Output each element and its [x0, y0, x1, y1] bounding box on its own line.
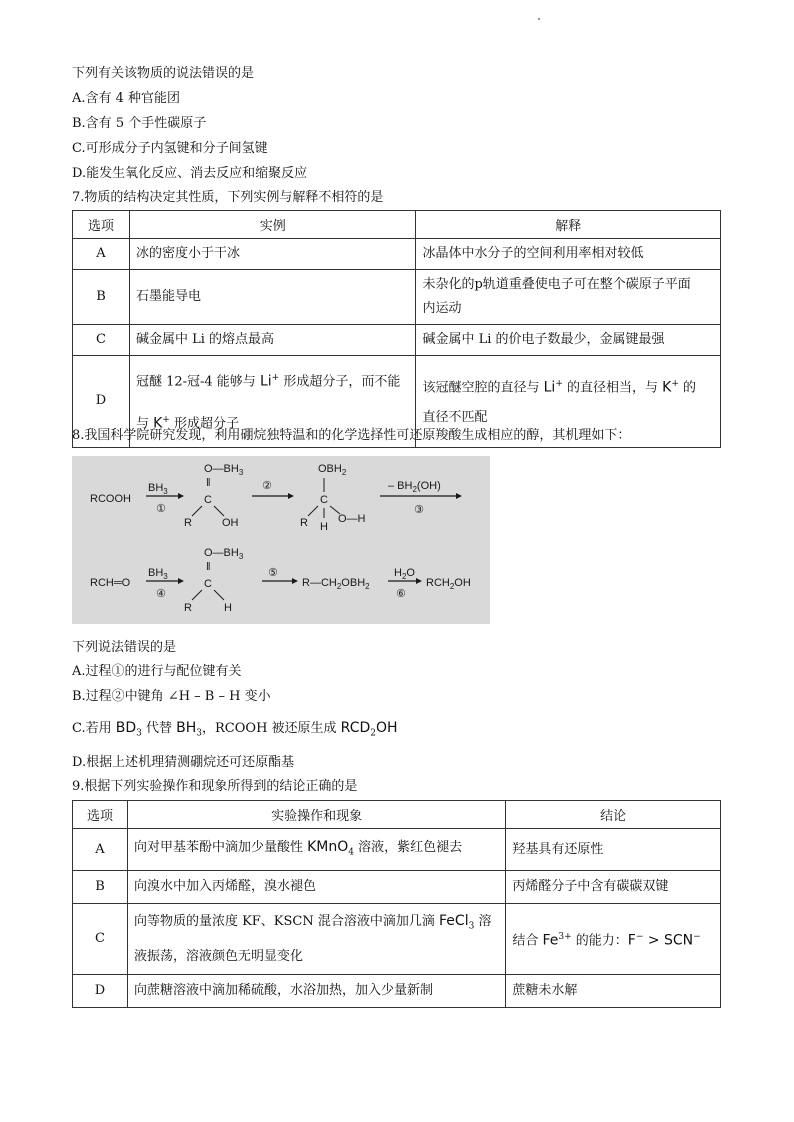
q6-option-d: D.能发生氧化反应、消去反应和缩聚反应	[72, 166, 308, 181]
mech-arrowhead-1	[178, 493, 184, 499]
row-operation: 向等物质的量浓度 KF、KSCN 混合溶液中滴加几滴 FeCl$_3$ 溶 液振荡，溶液颜色无明显变化	[127, 904, 505, 975]
mech-rcho: RCH═O	[90, 577, 131, 589]
mech-bond	[214, 590, 224, 600]
row-example: 冰的密度小于干冰	[129, 239, 416, 270]
mech-carbon: C	[204, 578, 212, 590]
row-example: 碱金属中 Li 的熔点最高	[129, 325, 416, 356]
q7-stem: 7.物质的结构决定其性质，下列实例与解释不相符的是	[72, 190, 384, 205]
q6-option-c: C.可形成分子内氢键和分子间氢键	[72, 141, 268, 156]
mech-carbon: C	[204, 494, 212, 506]
mech-rcooh: RCOOH	[90, 493, 131, 505]
mech-bh3-label: $BH_3$	[148, 482, 168, 496]
header-operation: 实验操作和现象	[127, 801, 505, 829]
mechanism-diagram	[72, 456, 490, 624]
q8-option-b: B.过程②中键角 ∠H – B – H 变小	[72, 689, 271, 704]
mech-oh: OH	[222, 517, 239, 529]
mech-rch2oh: $RCH_2OH$	[426, 577, 471, 591]
mech-step-4: ④	[156, 588, 166, 600]
row-conclusion: 羟基具有还原性	[506, 829, 721, 871]
mech-arrowhead-3	[456, 493, 462, 499]
mech-r: R	[184, 602, 192, 614]
mech-arrowhead-5	[292, 578, 298, 584]
mech-h: H	[320, 521, 328, 533]
mech-arrowhead-4	[178, 578, 184, 584]
q6-stem: 下列有关该物质的说法错误的是	[72, 66, 255, 81]
table-row	[73, 829, 721, 871]
mechanism-svg	[72, 456, 490, 624]
row-explanation: 该冠醚空腔的直径与 Li+ 的直径相当，与 K+ 的 直径不匹配	[416, 356, 721, 448]
row-option: C	[73, 904, 128, 975]
row-conclusion: 结合 $Fe^{3+}$ 的能力：F− > SCN−	[506, 904, 721, 975]
row-explanation: 碱金属中 Li 的价电子数最少，金属键最强	[416, 325, 721, 356]
mech-bond	[192, 506, 202, 516]
mech-minus-bh2oh: – $BH_2(OH)$	[388, 480, 441, 494]
mech-arrowhead-6	[416, 578, 422, 584]
q9-stem: 9.根据下列实验操作和现象所得到的结论正确的是	[72, 779, 358, 794]
q8-option-c: C.若用 $BD_3$ 代替 $BH_3$，RCOOH 被还原生成 $RCD_2OH$	[72, 720, 398, 739]
row-explanation: 未杂化的p轨道重叠使电子可在整个碳原子平面 内运动	[416, 270, 721, 325]
row-operation: 向对甲基苯酚中滴加少量酸性 KMnO$_4$ 溶液，紫红色褪去	[127, 829, 505, 871]
row-option: B	[73, 270, 130, 325]
mech-step-2: ②	[262, 480, 272, 492]
mech-h2o: $H_2O$	[394, 567, 415, 581]
mech-double-bond: ‖	[206, 477, 211, 489]
row-option: D	[73, 356, 130, 448]
table-row	[73, 239, 721, 270]
table-header-row	[73, 801, 721, 829]
mech-step-3: ③	[414, 504, 424, 516]
header-conclusion: 结论	[506, 801, 721, 829]
row-explanation: 冰晶体中水分子的空间利用率相对较低	[416, 239, 721, 270]
header-explanation: 解释	[416, 211, 721, 239]
mech-o-bh3: $O—BH_3$	[204, 547, 244, 561]
row-option: D	[73, 974, 128, 1007]
mech-product-5: $R—CH_2OBH_2$	[302, 577, 370, 591]
mech-obh2: $OBH_2$	[318, 463, 347, 477]
mech-step-6: ⑥	[396, 588, 406, 600]
header-example: 实例	[129, 211, 416, 239]
row-option: C	[73, 325, 130, 356]
table-row	[73, 974, 721, 1007]
mech-bond	[214, 506, 224, 516]
row-conclusion: 丙烯醛分子中含有碳碳双键	[506, 871, 721, 904]
q7-table	[72, 210, 721, 448]
row-example: 石墨能导电	[129, 270, 416, 325]
table-header-row	[73, 211, 721, 239]
table-row	[73, 270, 721, 325]
header-option: 选项	[73, 801, 128, 829]
mech-arrowhead-2	[288, 493, 294, 499]
table-row	[73, 904, 721, 975]
mech-r: R	[300, 517, 308, 529]
mech-double-bond: ‖	[206, 561, 211, 573]
q8-option-d: D.根据上述机理猜测硼烷还可还原酯基	[72, 755, 295, 770]
mech-o-h: O—H	[338, 513, 366, 525]
mech-step-1: ①	[156, 503, 166, 515]
row-example: 冠醚 12-冠-4 能够与 Li+ 形成超分子，而不能 与 K+ 形成超分子	[129, 356, 416, 448]
q8-stem: 8.我国科学院研究发现，利用硼烷独特温和的化学选择性可还原羧酸生成相应的醇，其机理如下：	[72, 428, 631, 443]
q8-option-a: A.过程①的进行与配位键有关	[72, 664, 242, 679]
header-option: 选项	[73, 211, 130, 239]
mech-r: R	[184, 517, 192, 529]
mech-o-bh3: $O—BH_3$	[204, 463, 244, 477]
table-row	[73, 871, 721, 904]
mech-bond	[308, 506, 318, 516]
mech-h: H	[224, 602, 232, 614]
row-option: A	[73, 829, 128, 871]
mech-step-5: ⑤	[268, 567, 278, 579]
page-mark	[538, 18, 540, 20]
q9-table	[72, 800, 721, 1008]
row-conclusion: 蔗糖未水解	[506, 974, 721, 1007]
q6-option-b: B.含有 5 个手性碳原子	[72, 116, 207, 131]
mech-bond	[192, 590, 202, 600]
row-option: A	[73, 239, 130, 270]
q6-option-a: A.含有 4 种官能团	[72, 91, 181, 106]
mech-carbon: C	[320, 494, 328, 506]
table-row	[73, 325, 721, 356]
q8-sub-stem: 下列说法错误的是	[72, 640, 177, 655]
row-option: B	[73, 871, 128, 904]
row-operation: 向蔗糖溶液中滴加稀硫酸，水浴加热，加入少量新制	[127, 974, 505, 1007]
mech-bh3-label: $BH_3$	[148, 567, 168, 581]
row-operation: 向溴水中加入丙烯醛，溴水褪色	[127, 871, 505, 904]
